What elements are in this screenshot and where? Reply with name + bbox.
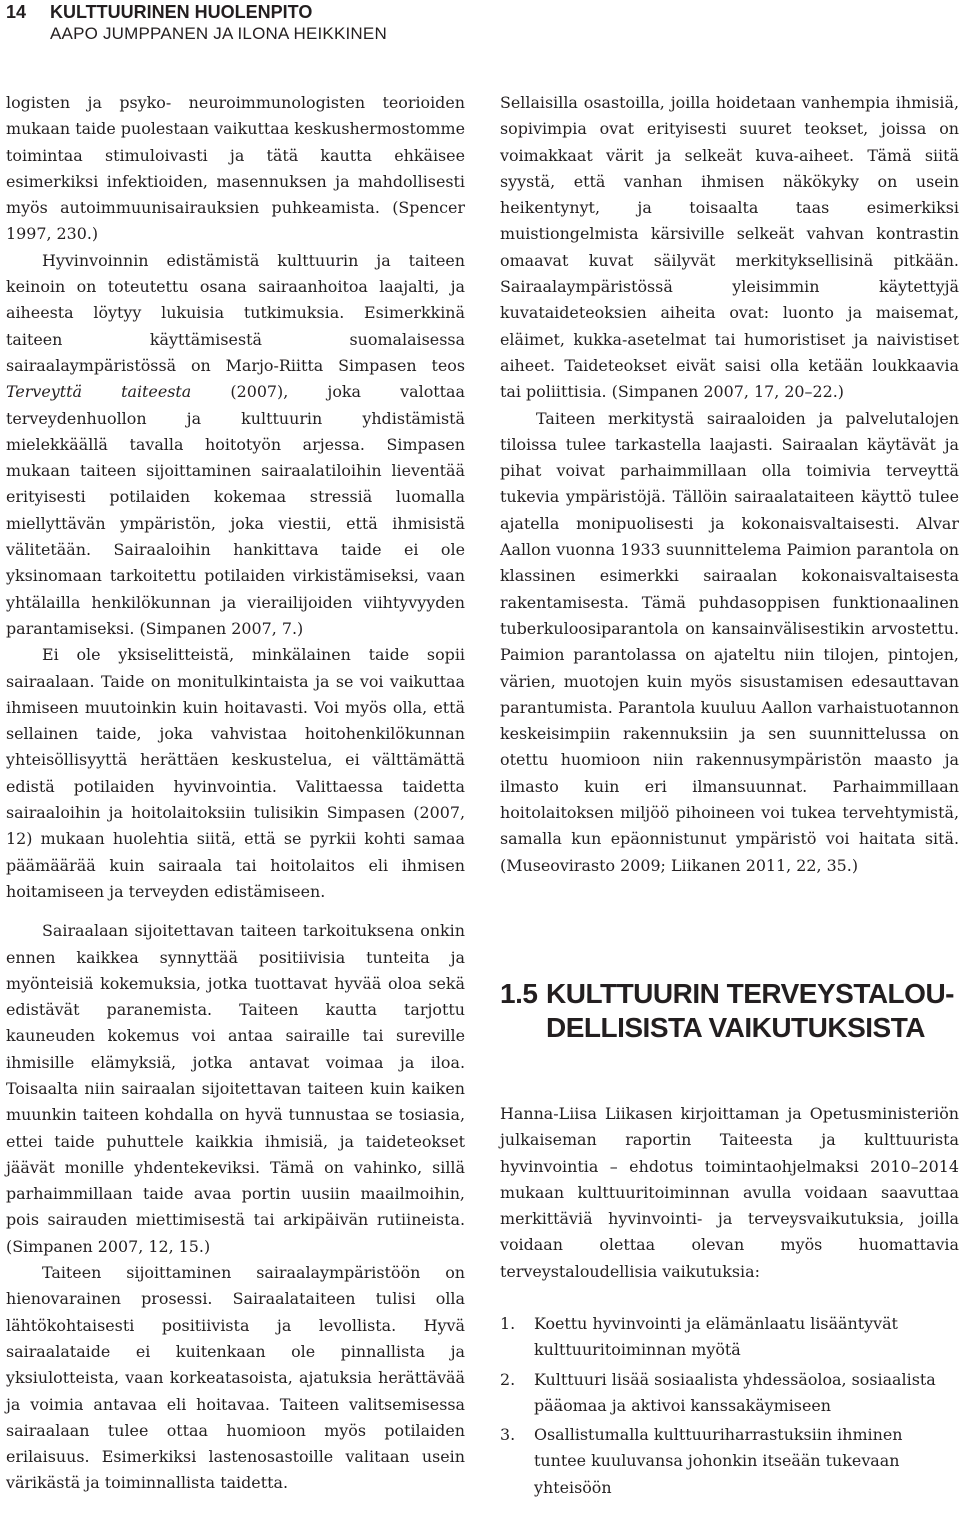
paragraph: Taiteen sijoittaminen sairaalaympäristöön on hienovarainen prosessi. Sairaalataiteen tulisi olla lähtökohtaisesti positiivista ja levollista. Hyvä sairaalataide ei kuitenkaan ole pinnallista ja yksiulotteista, vaan korkeatasoista, ajatuksia herättävää ja voimia antavaa eli hoitavaa. Taiteen valitsemisessa sairaalaan tulee ottaa huomioon myös potilaiden erilaisuus. Esimerkiksi lastenosastoille valitaan usein värikästä ja toiminnallista taidetta.	[6, 1263, 465, 1493]
running-title: KULTTUURINEN HUOLENPITO	[50, 2, 313, 22]
list-item-text: Osallistumalla kulttuuriharrastuksiin ihminen tuntee kuuluvansa johonkin itseään tukevaan yhteisöön	[534, 1425, 903, 1497]
list-item	[500, 1422, 959, 1501]
list-item-number: 1.	[500, 1313, 516, 1333]
page-header	[0, 0, 960, 56]
page-number: 14	[6, 2, 27, 22]
section-heading	[500, 977, 959, 1045]
section-intro: Hanna-Liisa Liikasen kirjoittaman ja Opetusministeriön julkaiseman raportin Taiteesta ja kulttuurista hyvinvointia – ehdotus toimintaohjelmaksi 2010–2014 mukaan kulttuuritoiminnan avulla voidaan saavuttaa merkittäviä hyvinvointi- ja terveysvaikutuksia, joilla voidaan olettaa olevan myös huomattavia terveystaloudellisia vaikutuksia:	[500, 1103, 959, 1281]
list-item	[500, 1311, 959, 1364]
section-title: KULTTUURIN TERVEYSTALOU-DELLISISTA VAIKUTUKSISTA	[546, 977, 954, 1043]
paragraph: Sairaalaan sijoitettavan taiteen tarkoituksena onkin ennen kaikkea synnyttää positiivisia tunteita ja myönteisiä kokemuksia, jotka tuottavat hyvää oloa sekä edistävät paranemista. Taiteen kautta tarjottu kauneuden kokemus voi antaa sairaille tai sureville ihmisille elämyksiä, jotka antavat voimaa ja iloa. Toisaalta niin sairaalan sijoitettavan taiteen kuin kaiken muunkin taiteen kohdalla on hyvä tunnustaa se tosiasia, ettei taide puhuttele kaikkia ihmisiä, ja taideteokset jäävät monille yhdentekeviksi. Tämä on vahinko, sillä parhaimmillaan taide avaa portin uusiin maailmoihin, pois sairauden miettimisestä tai arkipäivän rutiineista. (Simpanen 2007, 12, 15.)	[6, 921, 465, 1256]
paragraph: Taiteen merkitystä sairaaloiden ja palvelutalojen tiloissa tulee tarkastella laajasti. Sairaalan käytävät ja pihat voivat parhaimmillaan olla toimivia terveyttä tukevia ympäristöjä. Tällöin sairaalataiteen käyttö tulee ajatella monipuolisesti ja kokonaisvaltaisesti. Alvar Aallon vuonna 1933 suunnittelema Paimion parantola on klassinen esimerkki sairaalan kokonaisvaltaisesta rakentamisesta. Tämä puhdasoppisen funktionaalinen tuberkuloosiparantola on kansainvälisestikin arvostettu. Paimion parantolassa on ajateltu niin tilojen, pintojen, värien, muotojen kuin myös sisustamisen edesauttavan parantumista. Parantola kuuluu Aallon varhaistuotannon keskeisimpiin rakennuksiin ja sen suunnittelussa on otettu huomioon niin rakennusympäristön maasto ja ilmasto kuin eri ilmansuunnat. Parhaimmillaan hoitolaitoksen miljöö pihoineen voi tukea tervehtymistä, samalla kun epäonnistunut ympäristö voi haitata sitä. (Museovirasto 2009; Liikanen 2011, 22, 35.)	[500, 408, 959, 875]
paragraph-text: (2007), joka valottaa terveydenhuollon ja kulttuurin yhdistämistä mielekkäällä tavalla hoitotyön arjessa. Simpasen mukaan taiteen sijoittaminen sairaalatiloihin lieventää erityisesti potilaiden kokemaa stressiä luomalla miellyttävän ympäristön, joka viestii, että ihmisistä välitetään. Sairaaloihin hankittava taide ei ole yksinomaan tarkoitettu potilaiden virkistämiseksi, vaan yhtälailla henkilökunnan ja vierailijoiden viihtyvyyden parantamiseksi. (Simpanen 2007, 7.)	[6, 382, 465, 638]
section-number: 1.5	[500, 977, 538, 1009]
paragraph-text: Hyvinvoinnin edistämistä kulttuurin ja taiteen keinoin on toteutettu osana sairaanhoitoa laajalti, ja aiheesta löytyy lukuisia tutkimuksia. Esimerkkinä taiteen käyttämisestä suomalaisessa sairaalaympäristössä on Marjo-Riitta Simpasen teos	[6, 250, 465, 375]
book-title: Terveyttä taiteesta	[6, 382, 192, 402]
numbered-list	[500, 1311, 959, 1501]
running-authors: AAPO JUMPPANEN JA ILONA HEIKKINEN	[50, 24, 387, 43]
list-item-text: Koettu hyvinvointi ja elämänlaatu lisääntyvät kulttuuritoiminnan myötä	[534, 1313, 898, 1360]
left-column	[6, 90, 465, 1497]
list-item	[500, 1367, 959, 1420]
list-item-text: Kulttuuri lisää sosiaalista yhdessäoloa, sosiaalista pääomaa ja aktivoi kanssakäymiseen	[534, 1369, 936, 1415]
paragraph	[6, 248, 465, 642]
right-column	[500, 90, 959, 1504]
paragraph: Sellaisilla osastoilla, joilla hoidetaan vanhempia ihmisiä, sopivimpia ovat erityisesti suuret teokset, joissa on voimakkaat värit ja selkeät kuva-aiheet. Tämä siitä syystä, että vanhan ihmisen näkökyky on usein heikentynyt, ja toisaalta taas esimerkiksi muistiongelmista kärsiville selkeät vahvan kontrastin omaavat kuvat säilyvät merkityksellisinä pitkään. Sairaalaympäristössä yleisimmin käytettyjä kuvataideteoksien aiheita ovat: luonto ja maisemat, eläimet, kukka-asetelmat tai humoristiset ja naivistiset aiheet. Taideteokset eivät saisi olla ketään loukkaavia tai poliittisia. (Simpanen 2007, 17, 20–22.)	[500, 93, 959, 402]
paragraph: Ei ole yksiselitteistä, minkälainen taide sopii sairaalaan. Taide on monitulkintaista ja se voi vaikuttaa ihmiseen muutoinkin kuin hoitavasti. Voi myös olla, että sellainen taide, joka vahvistaa hoitohenkilökunnan yhteisöllisyyttä herättäen keskustelua, ei välttämättä edistä potilaiden hyvinvointia. Valittaessa taidetta sairaaloihin ja hoitolaitoksiin tulisikin Simpasen (2007, 12) mukaan huolehtia siitä, että se pyrkii kohti samaa päämäärää kuin sairaala tai hoitolaitos eli ihmisen hoitamiseen ja terveyden edistämiseen.	[6, 645, 465, 901]
paragraph: logisten ja psyko- neuroimmunologisten teorioiden mukaan taide puolestaan vaikuttaa keskushermostomme toimintaa stimuloivasti ja tätä kautta ehkäisee esimerkiksi infektioiden, masennuksen ja mahdollisesti myös autoimmuunisairauksien puhkeamista. (Spencer 1997, 230.)	[6, 93, 465, 244]
list-item-number: 2.	[500, 1369, 516, 1389]
list-item-number: 3.	[500, 1425, 516, 1445]
